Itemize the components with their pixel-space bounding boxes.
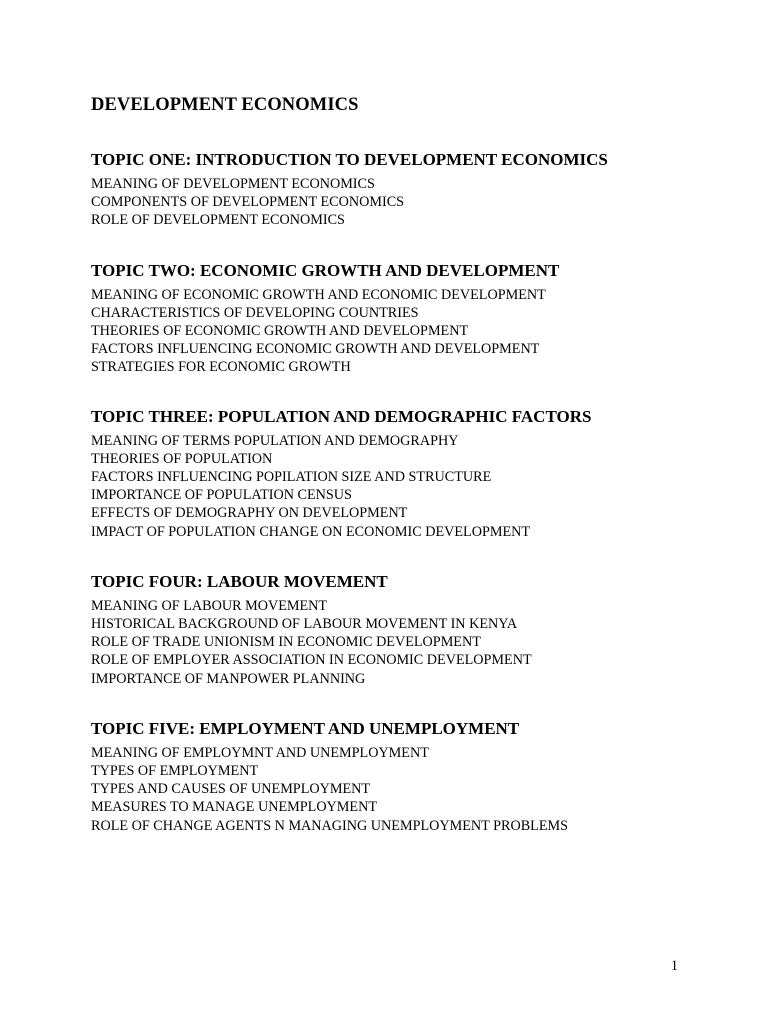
list-item: HISTORICAL BACKGROUND OF LABOUR MOVEMENT IN KENYA [91,616,518,633]
list-item: ROLE OF TRADE UNIONISM IN ECONOMIC DEVELOPMENT [91,634,481,651]
list-item: ROLE OF DEVELOPMENT ECONOMICS [91,212,345,229]
list-item: CHARACTERISTICS OF DEVELOPING COUNTRIES [91,304,419,321]
topic-item-list [91,597,731,688]
topic-section [91,405,731,541]
list-item: MEANING OF TERMS POPULATION AND DEMOGRAPHY [91,432,459,449]
list-item: TYPES AND CAUSES OF UNEMPLOYMENT [91,781,371,798]
topic-heading: TOPIC THREE: POPULATION AND DEMOGRAPHIC FACTORS [91,406,592,426]
list-item: STRATEGIES FOR ECONOMIC GROWTH [91,359,351,376]
list-item: IMPACT OF POPULATION CHANGE ON ECONOMIC DEVELOPMENT [91,523,531,540]
page-number: 1 [670,958,678,974]
topic-section [91,148,731,230]
list-item: THEORIES OF ECONOMIC GROWTH AND DEVELOPMENT [91,323,469,340]
topic-section [91,570,731,688]
list-item: MEANING OF DEVELOPMENT ECONOMICS [91,176,375,192]
list-item: MEANING OF ECONOMIC GROWTH AND ECONOMIC DEVELOPMENT [91,286,546,303]
list-item: THEORIES OF POPULATION [91,450,273,467]
topic-heading: TOPIC ONE: INTRODUCTION TO DEVELOPMENT ECONOMICS [91,150,608,169]
list-item: MEANING OF LABOUR MOVEMENT [91,597,328,614]
list-item: ROLE OF EMPLOYER ASSOCIATION IN ECONOMIC DEVELOPMENT [91,652,532,669]
topic-item-list [91,744,731,835]
document-page [91,92,731,835]
topic-section [91,717,731,835]
list-item: COMPONENTS OF DEVELOPMENT ECONOMICS [91,194,405,211]
list-item: EFFECTS OF DEMOGRAPHY ON DEVELOPMENT [91,505,408,522]
topic-item-list [91,286,731,377]
topic-heading: TOPIC FOUR: LABOUR MOVEMENT [91,571,388,591]
list-item: ROLE OF CHANGE AGENTS N MANAGING UNEMPLOYMENT PROBLEMS [91,817,569,834]
topics-container [91,148,731,835]
topic-item-list [91,432,731,541]
document-title: DEVELOPMENT ECONOMICS [91,95,359,115]
list-item: FACTORS INFLUENCING ECONOMIC GROWTH AND DEVELOPMENT [91,341,540,358]
list-item: FACTORS INFLUENCING POPILATION SIZE AND STRUCTURE [91,469,492,486]
topic-item-list [91,175,731,230]
list-item: TYPES OF EMPLOYMENT [91,763,259,780]
list-item: IMPORTANCE OF POPULATION CENSUS [91,487,352,504]
list-item: IMPORTANCE OF MANPOWER PLANNING [91,670,366,687]
topic-heading: TOPIC FIVE: EMPLOYMENT AND UNEMPLOYMENT [91,718,520,738]
list-item: MEANING OF EMPLOYMNT AND UNEMPLOYMENT [91,744,429,761]
topic-section [91,259,731,377]
list-item: MEASURES TO MANAGE UNEMPLOYMENT [91,799,378,816]
topic-heading: TOPIC TWO: ECONOMIC GROWTH AND DEVELOPMENT [91,260,560,280]
